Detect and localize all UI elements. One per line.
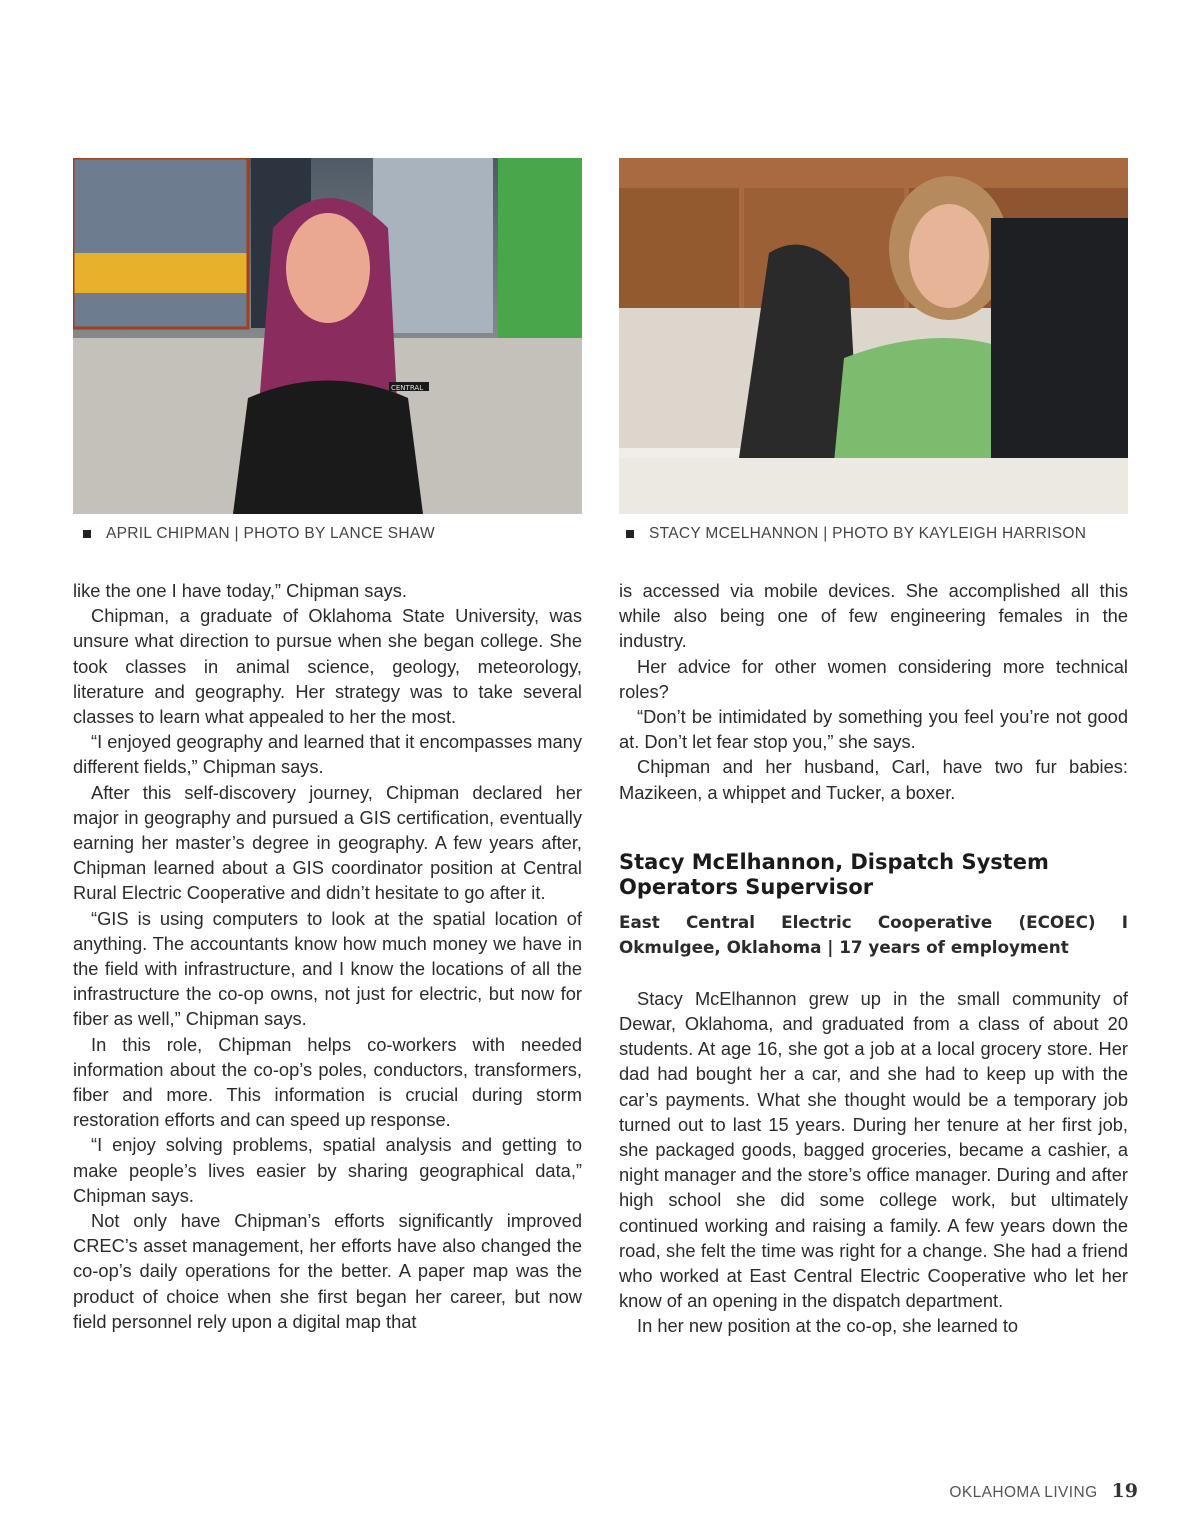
section-subheading: East Central Electric Cooperative (ECOEC) I Okmulgee, Oklahoma | 17 years of employment	[619, 911, 1128, 957]
paragraph: Stacy McElhannon grew up in the small community of Dewar, Oklahoma, and graduated from a class of about 20 students. At age 16, she got a job at a local grocery store. Her dad had bought her a car, and she had to keep up with the car’s payments. What she thought would be a temporary job turned out to last 15 years. During her tenure at her first job, she packaged goods, bagged groceries, became a cashier, a night manager and the store’s office manager. During and after high school she did some college work, but ultimately continued working and raising a family. A few years down the road, she felt the time was right for a change. She had a friend who worked at East Central Electric Cooperative who let her know of an opening in the dispatch department.	[619, 987, 1128, 1312]
paragraph: “I enjoy solving problems, spatial analysis and getting to make people’s lives easier by sharing geographical data,” Chipman says.	[73, 1134, 582, 1206]
paragraph: Not only have Chipman’s efforts significantly improved CREC’s asset management, her efforts have also changed the co-op’s daily operations for the better. A paper map was the product of choice when she first began her career, but now field personnel rely upon a digital map that	[73, 1210, 582, 1332]
photo-caption-right	[626, 525, 1086, 543]
paragraph: “GIS is using computers to look at the spatial location of anything. The accountants know how much money we have in the field with infrastructure, and I know the locations of all the infrastructure the co-op owns, not just for electric, but now for fiber as well,” Chipman says.	[73, 907, 582, 1030]
paragraph: “I enjoyed geography and learned that it encompasses many different fields,” Chipman says.	[73, 731, 582, 778]
page-footer	[949, 1480, 1138, 1502]
photo-april-chipman	[73, 158, 582, 514]
article-column-left	[73, 578, 582, 1334]
paragraph: In this role, Chipman helps co-workers with needed information about the co-op’s poles, conductors, transformers, fiber and more. This information is crucial during storm restoration efforts and can speed up response.	[73, 1033, 582, 1131]
paragraph: like the one I have today,” Chipman says.	[73, 580, 407, 601]
caption-bullet-icon	[626, 530, 634, 538]
paragraph: “Don’t be intimidated by something you feel you’re not good at. Don’t let fear stop you,” she says.	[619, 706, 1128, 753]
paragraph: Chipman and her husband, Carl, have two fur babies: Mazikeen, a whippet and Tucker, a boxer.	[619, 756, 1128, 803]
caption-text: APRIL CHIPMAN | PHOTO BY LANCE SHAW	[106, 525, 435, 542]
caption-bullet-icon	[83, 530, 91, 538]
article-column-right	[619, 578, 1128, 1339]
shirt-logo: CENTRAL	[391, 384, 424, 392]
photo-caption-left	[83, 525, 435, 543]
paragraph: Chipman, a graduate of Oklahoma State University, was unsure what direction to pursue when she began college. She took classes in animal science, geology, meteorology, literature and geography. Her strategy was to take several classes to learn what appealed to her the most.	[73, 605, 582, 728]
caption-text: STACY MCELHANNON | PHOTO BY KAYLEIGH HARRISON	[649, 525, 1087, 542]
photo-stacy-mcelhannon	[619, 158, 1128, 514]
page-number: 19	[1111, 1480, 1138, 1502]
paragraph: is accessed via mobile devices. She accomplished all this while also being one of few engineering females in the industry.	[619, 580, 1128, 652]
section-heading: Stacy McElhannon, Dispatch System Operators Supervisor	[619, 849, 1049, 899]
paragraph: After this self-discovery journey, Chipman declared her major in geography and pursued a GIS certification, eventually earning her master’s degree in geography. A few years after, Chipman learned about a GIS coordinator position at Central Rural Electric Cooperative and didn’t hesitate to go after it.	[73, 781, 582, 904]
publication-name: OKLAHOMA LIVING	[949, 1484, 1098, 1501]
paragraph: Her advice for other women considering more technical roles?	[619, 655, 1128, 702]
paragraph: In her new position at the co-op, she learned to	[637, 1315, 1019, 1337]
